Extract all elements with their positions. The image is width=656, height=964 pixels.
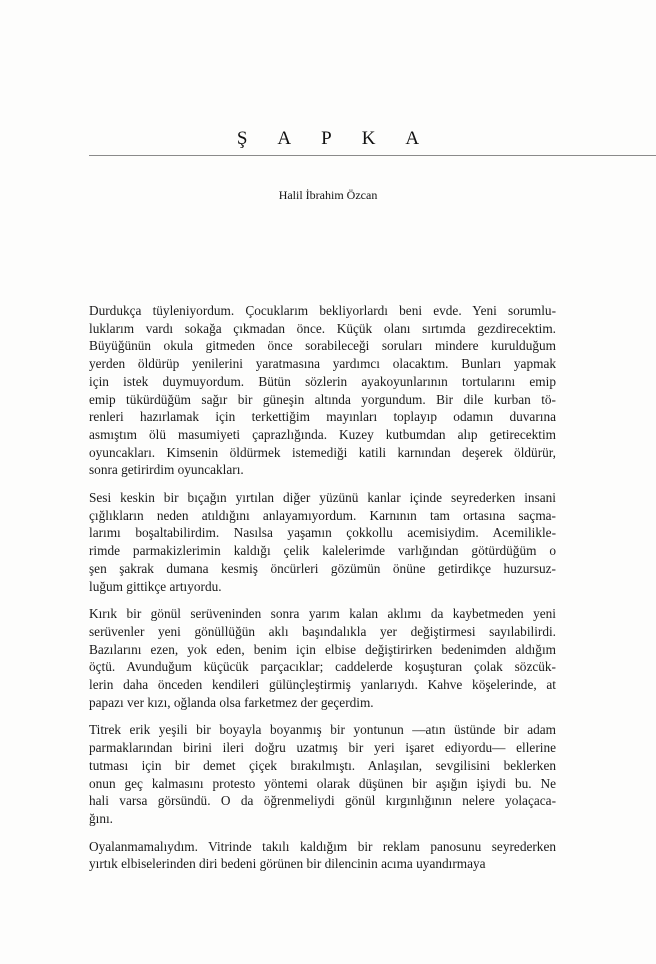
text-line: Sesi keskin bir bıçağın yırtılan diğer yüzünü kanlar içinde seyrederken insani xyxy=(89,490,556,506)
text-line: çığlıkların neden atıldığını anlayamıyordum. Karnının tam ortasına saçma- xyxy=(89,507,556,523)
title-divider xyxy=(89,155,656,156)
text-line: yırtık elbiselerinden diri bedeni görünen bir dilencinin acıma uyandırmaya xyxy=(89,856,486,872)
text-line: rimde parmakizlerimin kaldığı çelik kalelerimde varlığından götürdüğüm o xyxy=(89,543,556,559)
text-line: için istek duymuyordum. Bütün sözlerin ayakoyunlarının tortularını emip xyxy=(89,373,556,389)
text-line: Büyüğünün okula gitmeden önce sorabileceği soruları mindere kurulduğum xyxy=(89,338,556,354)
text-line: parmaklarından birini ileri doğru uzatmış bir yeri işaret ediyordu— ellerine xyxy=(89,740,556,756)
text-line: renleri hazırlamak için terkettiğim mayınları toplayıp odamın duvarına xyxy=(89,409,556,425)
text-line: larımı boşaltabilirdim. Nasılsa yaşamın çokkollu acemisiydim. Acemilikle- xyxy=(89,525,556,541)
text-line: luğum gittikçe artıyordu. xyxy=(89,578,222,594)
text-line: asmıştım ölü masumiyeti çaprazlığında. Kuzey kutbumdan alıp getirecektim xyxy=(89,426,556,442)
text-line: sonra getirirdim oyuncakları. xyxy=(89,462,244,478)
text-line: lerin daha önceden kendileri gülünçleştirmiş yanlarıydı. Kahve köşelerinde, at xyxy=(89,677,556,693)
text-line: oyuncakları. Kimsenin öldürmek istemediği katili karnından deşerek öldürür, xyxy=(89,444,556,460)
paragraph xyxy=(89,489,556,595)
text-line: Oyalanmamalıydım. Vitrinde takılı kaldığım bir reklam panosunu seyrederken xyxy=(89,838,556,854)
text-line: ğını. xyxy=(89,810,114,826)
text-line: Kırık bir gönül serüveninden sonra yarım kalan aklımı da kaybetmeden yeni xyxy=(89,606,556,622)
text-line: luklarım vardı sokağa çıkmadan önce. Küçük olanı sırtımda gezdirecektim. xyxy=(89,320,556,336)
text-line: Bazılarını ezen, yok eden, benim için elbise değiştirirken bedenimden aldığım xyxy=(89,641,556,657)
text-line: Titrek erik yeşili bir boyayla boyanmış bir yontunun —atın üstünde bir adam xyxy=(89,722,556,738)
text-line: yerden öldürüp yenilerini yaratmasına yardımcı olacaktım. Bunları yapmak xyxy=(89,356,556,372)
article-title: ŞAPKA xyxy=(236,128,450,149)
paragraph xyxy=(89,605,556,711)
paragraph xyxy=(89,838,556,873)
text-line: şen şakrak dumana kesmiş öncürleri gözümün önüne getirdikçe huzursuz- xyxy=(89,560,556,576)
text-line: öçtü. Avunduğum küçücük parçacıklar; caddelerde koşuşturan çolak sözcük- xyxy=(89,659,556,675)
paragraph xyxy=(89,302,556,479)
paragraph xyxy=(89,721,556,827)
author-name: Halil İbrahim Özcan xyxy=(278,188,378,202)
text-line: hali varsa görsündü. O da öğrenmeliydi gönül kırgınlığının nelere yolaçaca- xyxy=(89,793,556,809)
article-body xyxy=(89,302,556,883)
text-line: papazı ver kızı, oğlanda olsa farketmez der geçerdim. xyxy=(89,694,374,710)
text-line: emip tükürdüğüm sağır bir güneşin altında yorgundum. Bir dile kurban tö- xyxy=(89,391,556,407)
text-line: tutması için bir demet çiçek bırakılmıştı. Anlaşılan, sevgilisini beklerken xyxy=(89,757,556,773)
text-line: onun geç kalmasını protesto yöntemi olarak düşünen bir aşığın işiydi bu. Ne xyxy=(89,775,556,791)
text-line: Durdukça tüyleniyordum. Çocuklarım bekliyorlardı beni evde. Yeni sorumlu- xyxy=(89,303,556,318)
text-line: serüvenler yeni gönüllüğün aklı başındalıkla yer değiştirmesi sayılabilirdi. xyxy=(89,623,556,639)
